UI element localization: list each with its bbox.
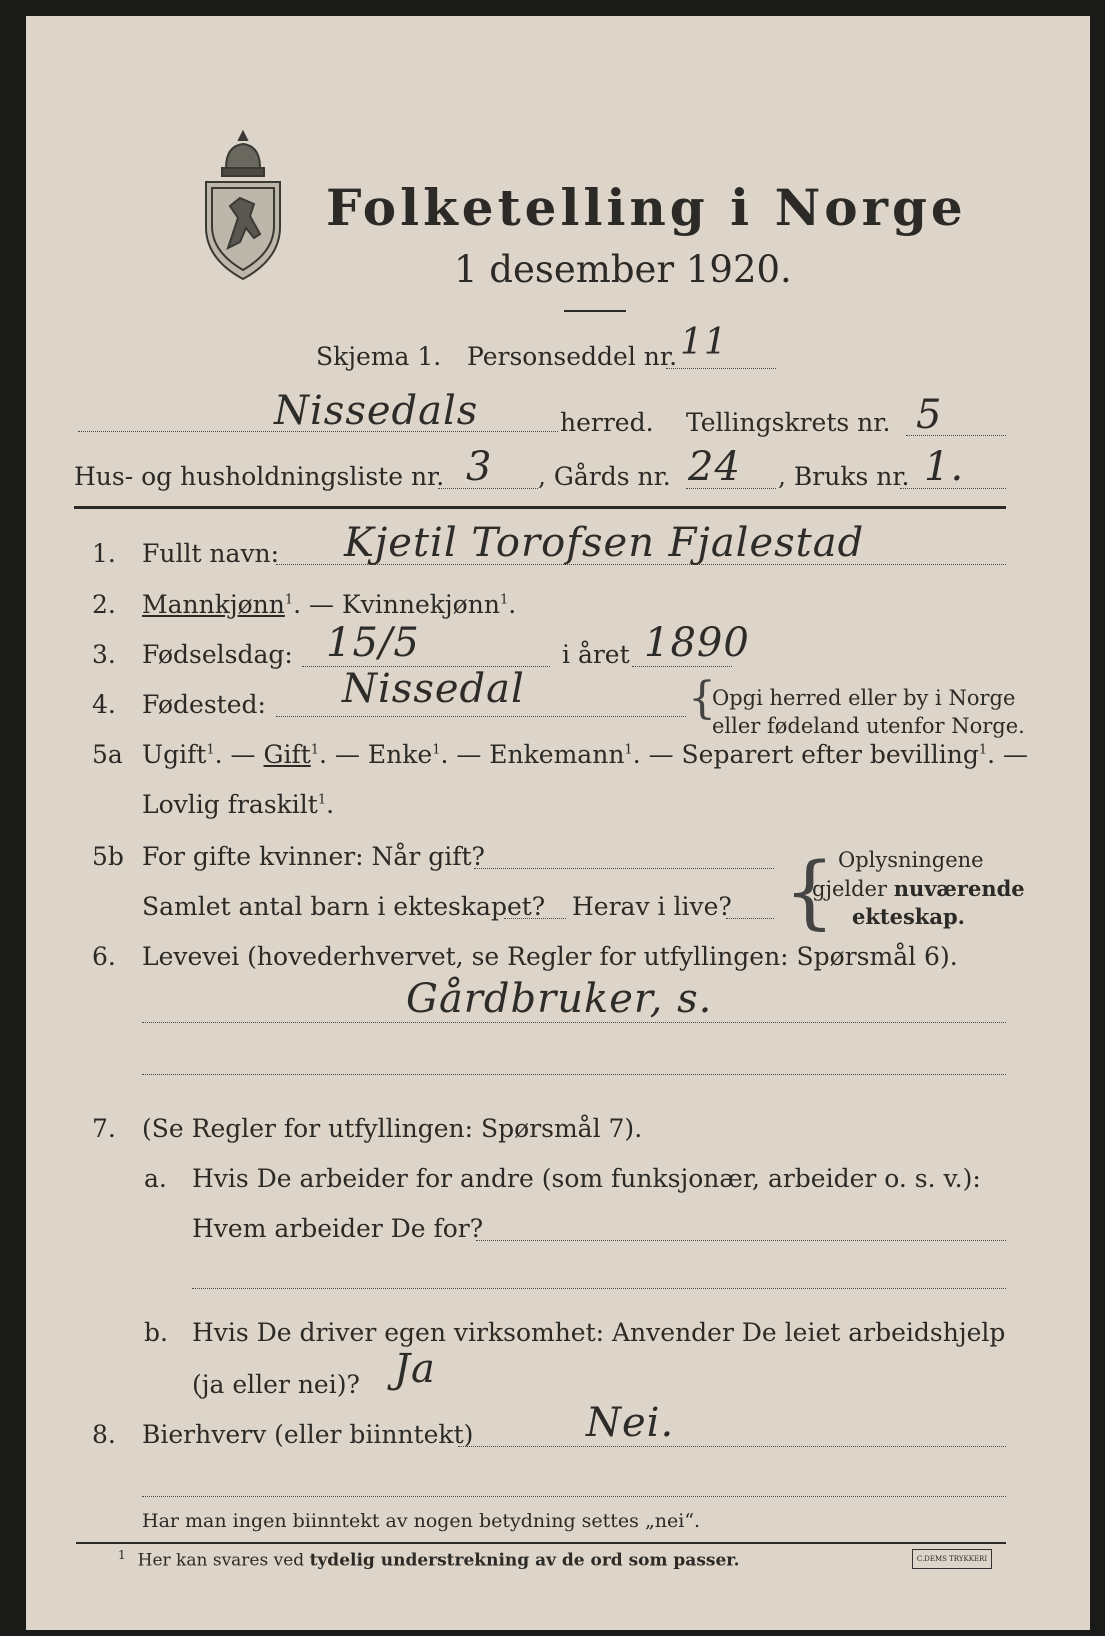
q3-label: Fødselsdag: (142, 640, 293, 669)
q5a-separert: . — Separert efter bevilling (632, 740, 979, 769)
q1-label: Fullt navn: (142, 539, 280, 568)
q5b-note-1: Oplysningene (838, 848, 984, 872)
q8-line-2 (142, 1496, 1006, 1497)
q7b-text: Hvis De driver egen virksomhet: Anvender De leiet arbeidshjelp (192, 1318, 1006, 1347)
q5a-enke: . — Enke (319, 740, 433, 769)
q6-label: Levevei (hovederhvervet, se Regler for utfyllingen: Spørsmål 6). (142, 942, 958, 971)
q7a-letter: a. (144, 1164, 167, 1193)
q7a-question: Hvem arbeider De for? (192, 1214, 484, 1243)
bruks-label: , Bruks nr. (778, 462, 910, 491)
coat-of-arms-icon (198, 128, 288, 283)
q5b-line-1 (474, 868, 774, 869)
footnote-rule (76, 1542, 1006, 1544)
q1-value: Kjetil Torofsen Fjalestad (344, 520, 865, 566)
q5a-sup-6: 1 (317, 792, 327, 808)
q5a-end-1: . — (987, 740, 1029, 769)
q2-sup-1: 1 (284, 592, 294, 608)
tellingskrets-value: 5 (916, 392, 943, 438)
q8-value: Nei. (586, 1400, 675, 1446)
personseddel-value: 11 (680, 322, 728, 363)
q5b-brace: { (784, 845, 835, 938)
q5a-line-2 (142, 790, 334, 819)
q8-label: Bierhverv (eller biinntekt) (142, 1420, 474, 1449)
q2-sup-2: 1 (499, 592, 509, 608)
q4-note-2: eller fødeland utenfor Norge. (712, 714, 1025, 738)
q5a-gift: Gift (263, 740, 311, 769)
q2-sep: . — (293, 590, 342, 619)
q2-number: 2. (92, 590, 116, 619)
q5b-label-3: Herav i live? (572, 892, 732, 921)
printer-stamp-text: C.DEMS TRYKKERI (916, 1555, 988, 1563)
q6-value: Gårdbruker, s. (406, 976, 713, 1022)
skjema-label: Skjema 1. (316, 342, 442, 371)
q4-note-1: Opgi herred eller by i Norge (712, 686, 1016, 710)
q6-number: 6. (92, 942, 116, 971)
q3-year-label: i året (562, 640, 630, 669)
q7a-line-2 (192, 1288, 1006, 1289)
q7-number: 7. (92, 1114, 116, 1143)
q5b-line-2 (504, 918, 566, 919)
footnote (118, 1548, 740, 1571)
q5a-sup-2: 1 (310, 742, 320, 758)
q1-number: 1. (92, 539, 116, 568)
q5b-note-2a: gjelder (812, 877, 894, 901)
q2-end: . (508, 590, 517, 619)
q5b-label-2: Samlet antal barn i ekteskapet? (142, 892, 546, 921)
q5b-note-3: ekteskap. (852, 904, 965, 929)
q4-brace: { (688, 673, 716, 724)
q2-kvinnekjonn: Kvinnekjønn (341, 590, 500, 619)
q5a-end-2: . (326, 790, 335, 819)
q5a-sup-4: 1 (624, 742, 633, 758)
printer-stamp (912, 1549, 992, 1569)
q6-line-2 (142, 1074, 1006, 1075)
q5b-note-2 (812, 876, 1025, 901)
gards-label: , Gårds nr. (538, 462, 671, 491)
q3-number: 3. (92, 640, 116, 669)
q7b-value: Ja (394, 1346, 436, 1392)
q7-label: (Se Regler for utfyllingen: Spørsmål 7). (142, 1114, 643, 1143)
footnote-text-a: Her kan svares ved (137, 1550, 310, 1571)
q4-label: Fødested: (142, 690, 266, 719)
q8-line-1 (458, 1446, 1006, 1447)
header-rule (74, 506, 1006, 509)
q7b-letter: b. (144, 1318, 168, 1347)
hus-label: Hus- og husholdningsliste nr. (74, 462, 445, 491)
form-date: 1 desember 1920. (454, 248, 792, 291)
q5b-line-3 (726, 918, 774, 919)
q2-mannkjonn: Mannkjønn (142, 590, 285, 619)
census-form (26, 16, 1090, 1630)
q7a-text: Hvis De arbeider for andre (som funksjonær, arbeider o. s. v.): (192, 1164, 981, 1193)
q3-year-value: 1890 (644, 620, 750, 666)
q5b-note-2b: nuværende (893, 876, 1025, 901)
biinntekt-note: Har man ingen biinntekt av nogen betydning settes „nei“. (142, 1510, 701, 1532)
personseddel-label: Personseddel nr. (467, 342, 678, 371)
footnote-text-b: tydelig understrekning av de ord som passer. (309, 1550, 740, 1571)
footnote-number: 1 (118, 1548, 126, 1562)
q5a-enkemann: . — Enkemann (440, 740, 625, 769)
gards-value: 24 (688, 444, 741, 490)
q4-number: 4. (92, 690, 116, 719)
title-divider (564, 310, 626, 312)
q4-line (276, 716, 686, 717)
q3-value: 15/5 (326, 620, 420, 666)
q5b-label-1: For gifte kvinner: Når gift? (142, 842, 485, 871)
q7b-question: (ja eller nei)? (192, 1370, 360, 1399)
q5a-sup-3: 1 (432, 742, 441, 758)
q5a-fraskilt: Lovlig fraskilt (142, 790, 318, 819)
q5a-number: 5a (92, 740, 123, 769)
herred-value: Nissedals (274, 388, 479, 434)
herred-label: herred. (560, 408, 654, 437)
q5b-number: 5b (92, 842, 124, 871)
q4-value: Nissedal (342, 666, 525, 712)
q6-line-1 (142, 1022, 1006, 1023)
q5a-sup-1: 1 (206, 742, 215, 758)
q5a-line-1 (142, 740, 1028, 769)
q5a-ugift: Ugift (142, 740, 207, 769)
hus-value: 3 (466, 444, 493, 490)
q5a-sup-5: 1 (978, 742, 988, 758)
q3-year-line (632, 666, 732, 667)
q7a-line-1 (476, 1240, 1006, 1241)
q2-text (142, 590, 516, 619)
personseddel-line (666, 368, 776, 369)
tellingskrets-label: Tellingskrets nr. (686, 408, 891, 437)
q5a-sep-1: . — (214, 740, 264, 769)
form-title: Folketelling i Norge (326, 178, 967, 237)
q8-number: 8. (92, 1420, 116, 1449)
bruks-value: 1. (924, 444, 965, 490)
